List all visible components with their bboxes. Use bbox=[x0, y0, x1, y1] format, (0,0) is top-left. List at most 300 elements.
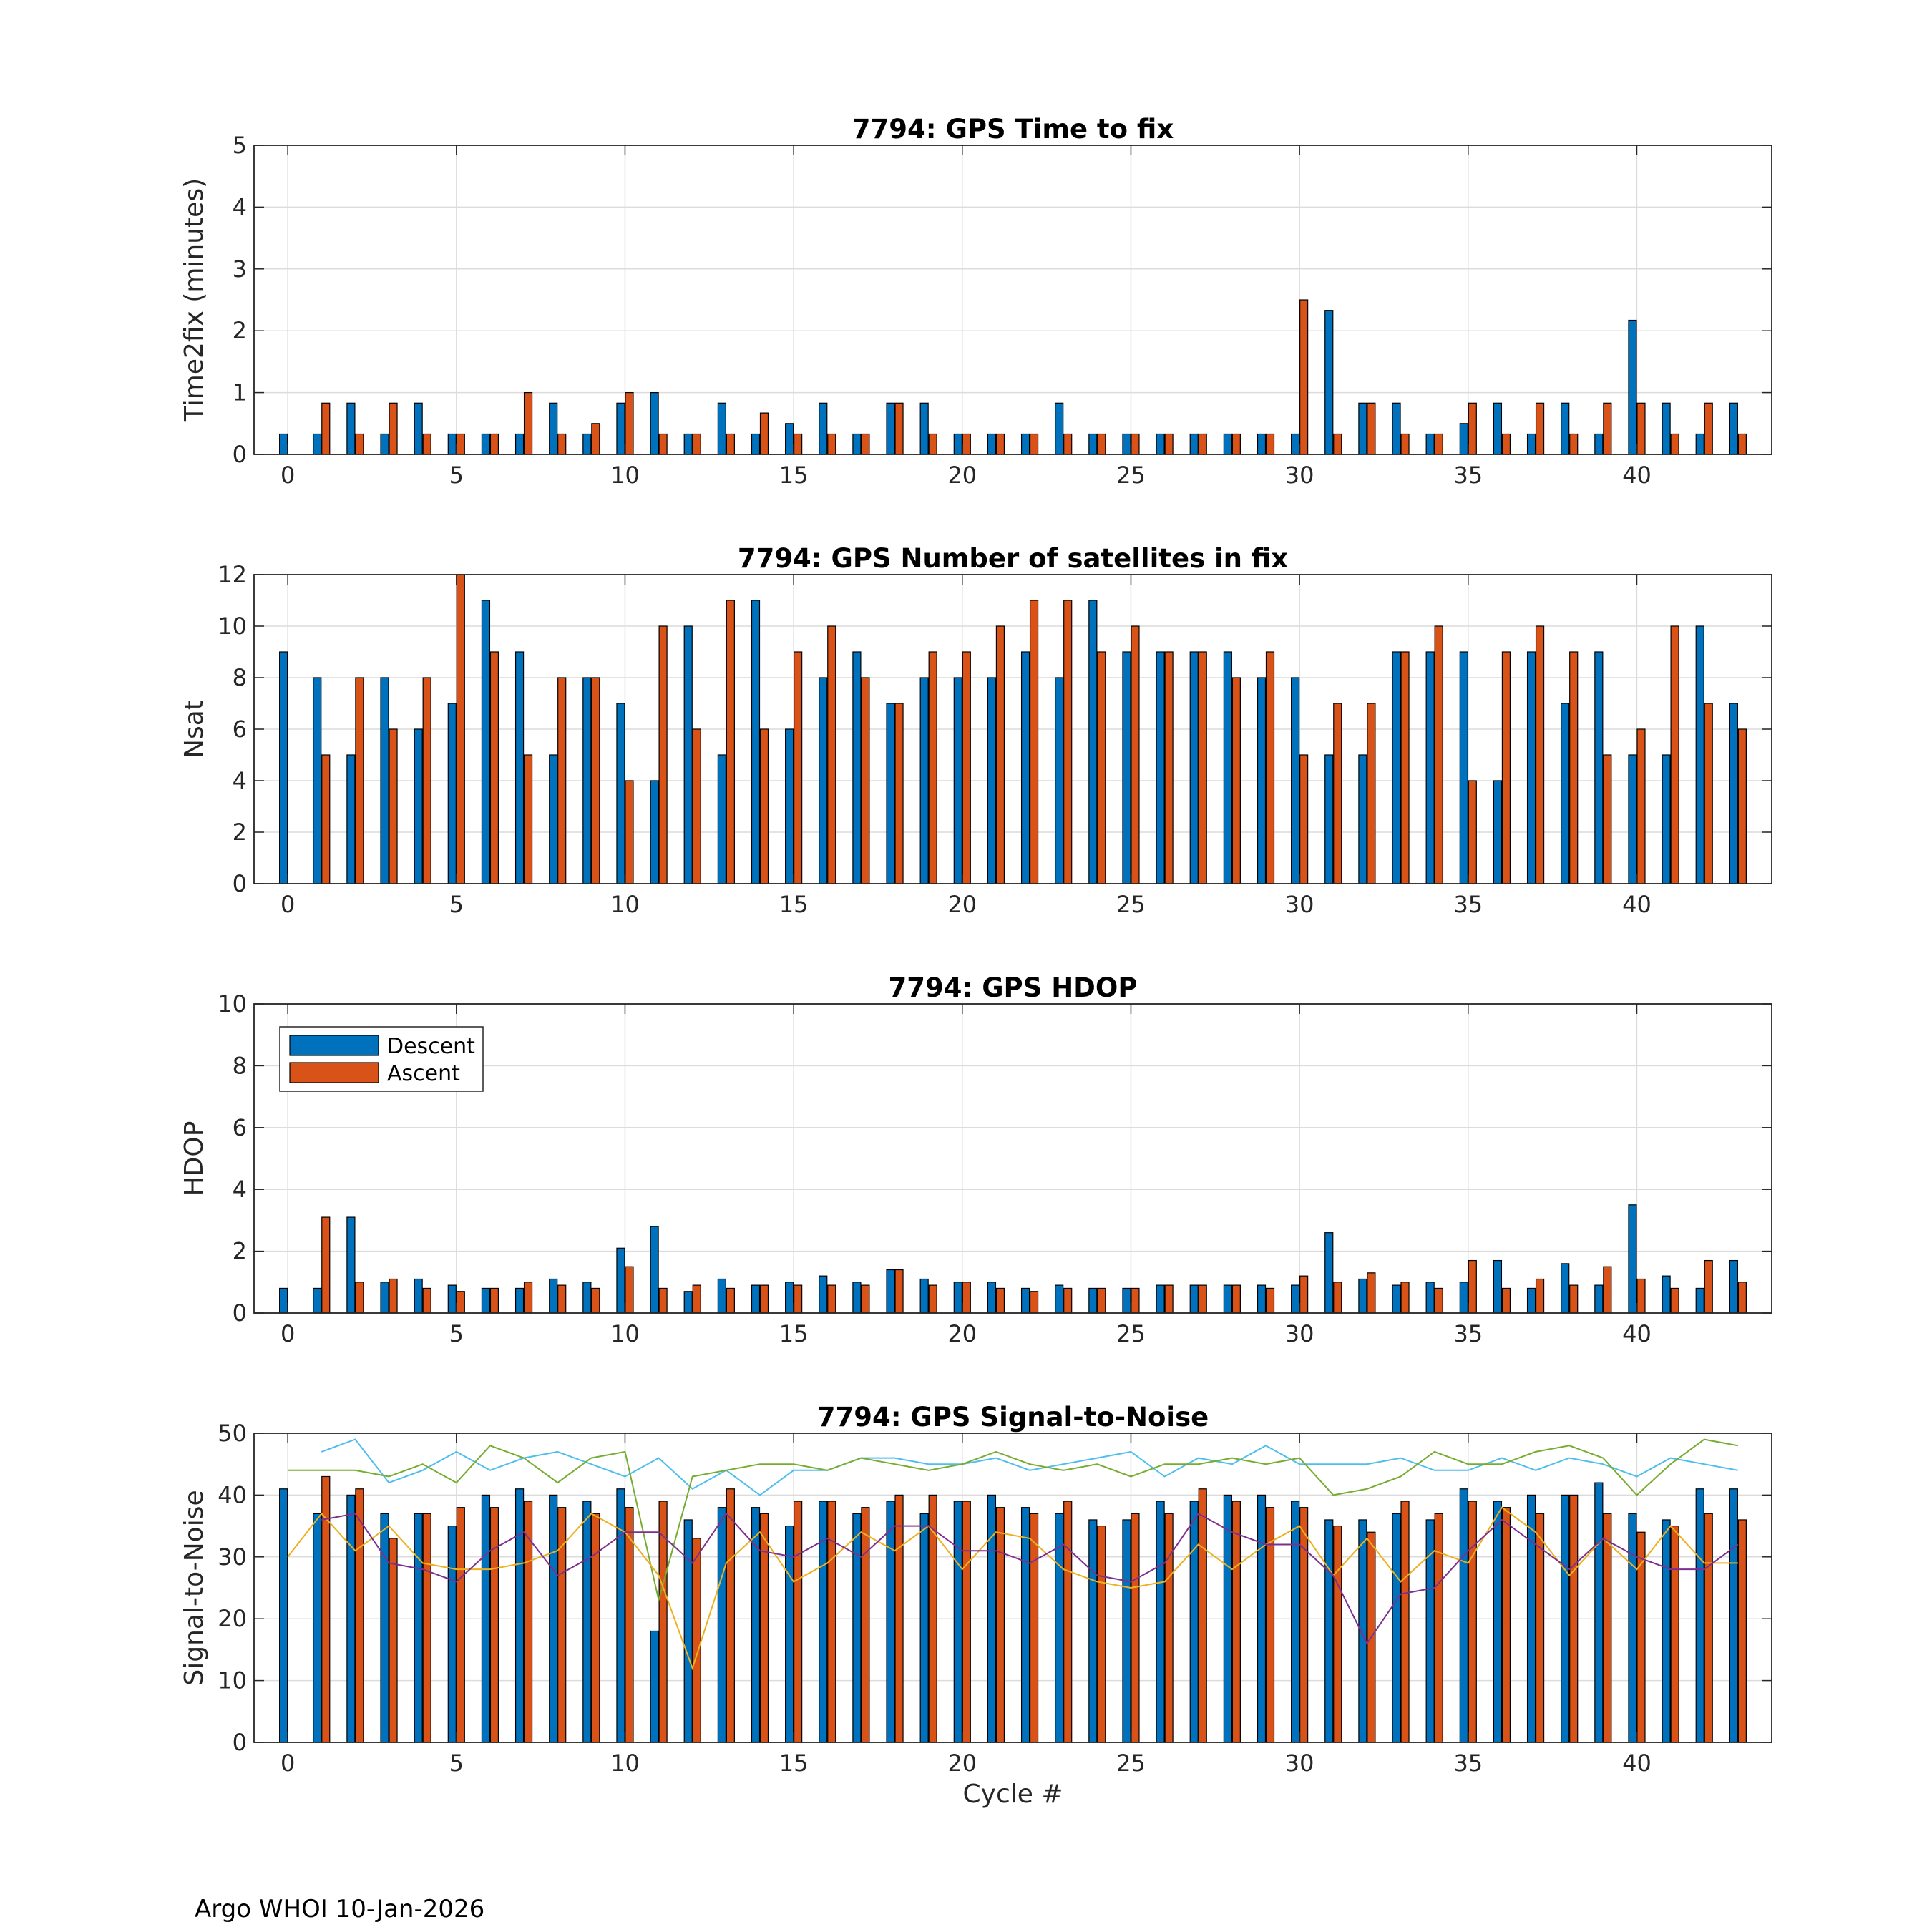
bar-ascent bbox=[1267, 652, 1274, 884]
bar-descent bbox=[1190, 1285, 1198, 1313]
y-axis-label: Nsat bbox=[180, 700, 209, 758]
bar-ascent bbox=[659, 434, 667, 454]
bar-ascent bbox=[1502, 1288, 1510, 1313]
bar-ascent bbox=[996, 1508, 1004, 1742]
x-tick-label: 35 bbox=[1453, 891, 1483, 918]
bar-descent bbox=[1089, 600, 1097, 884]
bar-descent bbox=[516, 1489, 524, 1742]
x-tick-label: 0 bbox=[280, 462, 296, 489]
bar-ascent bbox=[356, 1282, 364, 1313]
bar-descent bbox=[1258, 434, 1266, 454]
bar-ascent bbox=[1098, 652, 1106, 884]
bar-descent bbox=[987, 1495, 995, 1742]
bar-descent bbox=[1224, 434, 1231, 454]
x-tick-label: 35 bbox=[1453, 1750, 1483, 1777]
bar-descent bbox=[617, 403, 625, 454]
bar-descent bbox=[1292, 1501, 1299, 1742]
x-tick-label: 30 bbox=[1284, 891, 1314, 918]
bar-ascent bbox=[895, 703, 903, 884]
bar-ascent bbox=[1738, 729, 1746, 884]
x-tick-label: 35 bbox=[1453, 462, 1483, 489]
bar-ascent bbox=[726, 600, 734, 884]
y-tick-label: 2 bbox=[232, 1237, 247, 1265]
bar-ascent bbox=[490, 434, 498, 454]
bar-descent bbox=[1528, 652, 1536, 884]
bar-descent bbox=[583, 1282, 591, 1313]
bar-descent bbox=[1493, 1501, 1501, 1742]
bar-descent bbox=[414, 403, 422, 454]
y-axis-label: Time2fix (minutes) bbox=[180, 177, 209, 422]
bar-descent bbox=[650, 781, 658, 884]
bar-descent bbox=[1055, 1285, 1063, 1313]
bar-ascent bbox=[1267, 434, 1274, 454]
x-tick-label: 10 bbox=[610, 1750, 640, 1777]
bar-ascent bbox=[389, 403, 397, 454]
bar-ascent bbox=[794, 1285, 802, 1313]
x-tick-label: 20 bbox=[947, 462, 977, 489]
bar-descent bbox=[1696, 626, 1704, 884]
bar-descent bbox=[887, 703, 894, 884]
bar-descent bbox=[1392, 652, 1400, 884]
y-tick-label: 10 bbox=[218, 613, 247, 640]
bar-descent bbox=[482, 600, 489, 884]
bar-ascent bbox=[1637, 1279, 1645, 1313]
bar-descent bbox=[1629, 1205, 1636, 1313]
bar-descent bbox=[414, 1279, 422, 1313]
bar-ascent bbox=[996, 626, 1004, 884]
bar-descent bbox=[550, 1279, 557, 1313]
bar-descent bbox=[381, 678, 389, 884]
bar-descent bbox=[550, 755, 557, 884]
bar-descent bbox=[987, 434, 995, 454]
bar-descent bbox=[313, 1288, 321, 1313]
x-tick-label: 20 bbox=[947, 891, 977, 918]
bar-ascent bbox=[558, 678, 566, 884]
bar-descent bbox=[1359, 755, 1367, 884]
bar-ascent bbox=[356, 1489, 364, 1742]
bar-ascent bbox=[423, 1288, 431, 1313]
bar-descent bbox=[347, 1217, 355, 1313]
bar-ascent bbox=[1435, 1513, 1443, 1742]
bar-descent bbox=[347, 755, 355, 884]
bar-ascent bbox=[1468, 1261, 1476, 1313]
bar-ascent bbox=[457, 434, 464, 454]
bar-descent bbox=[1325, 311, 1333, 454]
bar-descent bbox=[313, 678, 321, 884]
bar-ascent bbox=[1468, 1501, 1476, 1742]
bar-ascent bbox=[1367, 1273, 1375, 1313]
y-tick-label: 5 bbox=[232, 132, 247, 159]
bar-descent bbox=[1595, 434, 1603, 454]
x-tick-label: 25 bbox=[1116, 1750, 1146, 1777]
bar-ascent bbox=[862, 1285, 869, 1313]
bar-ascent bbox=[423, 678, 431, 884]
bar-descent bbox=[1561, 1495, 1569, 1742]
bar-descent bbox=[1595, 1285, 1603, 1313]
bar-descent bbox=[1392, 1285, 1400, 1313]
bar-ascent bbox=[1199, 652, 1206, 884]
bar-ascent bbox=[1604, 755, 1611, 884]
x-tick-label: 25 bbox=[1116, 891, 1146, 918]
bar-descent bbox=[920, 678, 928, 884]
bar-descent bbox=[752, 600, 760, 884]
bar-descent bbox=[1392, 403, 1400, 454]
bar-descent bbox=[280, 434, 288, 454]
bar-ascent bbox=[828, 1285, 836, 1313]
legend-swatch-ascent bbox=[290, 1063, 379, 1083]
bar-descent bbox=[1325, 1233, 1333, 1313]
bar-ascent bbox=[1064, 600, 1072, 884]
bar-ascent bbox=[693, 434, 701, 454]
bar-descent bbox=[1156, 1285, 1164, 1313]
bar-descent bbox=[1729, 703, 1737, 884]
x-tick-label: 10 bbox=[610, 1320, 640, 1347]
bar-ascent bbox=[1098, 434, 1106, 454]
bar-descent bbox=[1258, 678, 1266, 884]
bar-descent bbox=[1123, 1520, 1131, 1742]
bar-ascent bbox=[1570, 1495, 1578, 1742]
bar-descent bbox=[1629, 321, 1636, 454]
bar-ascent bbox=[1165, 652, 1173, 884]
bar-descent bbox=[1696, 1288, 1704, 1313]
bar-ascent bbox=[1131, 1513, 1139, 1742]
bar-ascent bbox=[625, 781, 633, 884]
bar-ascent bbox=[1199, 434, 1206, 454]
bar-ascent bbox=[1536, 403, 1544, 454]
bar-descent bbox=[1460, 424, 1468, 454]
bar-descent bbox=[1022, 652, 1030, 884]
bar-ascent bbox=[1738, 434, 1746, 454]
bar-ascent bbox=[1435, 434, 1443, 454]
bar-ascent bbox=[1334, 434, 1342, 454]
y-tick-label: 0 bbox=[232, 441, 247, 468]
bar-ascent bbox=[996, 434, 1004, 454]
bar-descent bbox=[718, 1508, 726, 1742]
bar-ascent bbox=[862, 678, 869, 884]
y-tick-label: 0 bbox=[232, 1729, 247, 1756]
bar-descent bbox=[1055, 403, 1063, 454]
bar-ascent bbox=[558, 1285, 566, 1313]
chart-title: 7794: GPS Time to fix bbox=[852, 114, 1174, 145]
bar-ascent bbox=[1030, 434, 1038, 454]
panel-number-of-satellites bbox=[180, 543, 1772, 918]
bar-ascent bbox=[1334, 1526, 1342, 1742]
y-tick-label: 4 bbox=[232, 193, 247, 221]
bar-ascent bbox=[726, 1288, 734, 1313]
bar-descent bbox=[954, 434, 962, 454]
bar-descent bbox=[1561, 403, 1569, 454]
bar-descent bbox=[313, 1513, 321, 1742]
x-tick-label: 5 bbox=[449, 462, 464, 489]
x-axis-label: Cycle # bbox=[962, 1780, 1063, 1809]
y-tick-label: 4 bbox=[232, 767, 247, 794]
bar-ascent bbox=[659, 1501, 667, 1742]
y-tick-label: 30 bbox=[218, 1543, 247, 1571]
bar-ascent bbox=[726, 434, 734, 454]
bar-ascent bbox=[1401, 1282, 1409, 1313]
bar-ascent bbox=[1435, 626, 1443, 884]
bar-descent bbox=[1460, 1282, 1468, 1313]
bar-ascent bbox=[1738, 1520, 1746, 1742]
bar-descent bbox=[1224, 1495, 1231, 1742]
bar-descent bbox=[347, 1495, 355, 1742]
bar-ascent bbox=[525, 755, 532, 884]
bar-descent bbox=[1258, 1495, 1266, 1742]
bar-descent bbox=[1493, 403, 1501, 454]
bar-descent bbox=[1190, 652, 1198, 884]
bar-ascent bbox=[1367, 403, 1375, 454]
bar-ascent bbox=[1401, 1501, 1409, 1742]
y-tick-label: 10 bbox=[218, 990, 247, 1018]
bar-descent bbox=[516, 434, 524, 454]
x-tick-label: 40 bbox=[1622, 891, 1652, 918]
bar-descent bbox=[954, 1501, 962, 1742]
x-tick-label: 0 bbox=[280, 1320, 296, 1347]
bar-descent bbox=[786, 1282, 794, 1313]
bar-ascent bbox=[1704, 703, 1712, 884]
x-tick-label: 15 bbox=[779, 1750, 809, 1777]
bar-ascent bbox=[1604, 1513, 1611, 1742]
x-tick-label: 40 bbox=[1622, 1320, 1652, 1347]
legend-swatch-descent bbox=[290, 1035, 379, 1055]
legend bbox=[280, 1027, 483, 1091]
bar-ascent bbox=[1232, 1285, 1240, 1313]
bar-descent bbox=[1493, 1261, 1501, 1313]
bar-descent bbox=[381, 1282, 389, 1313]
x-tick-label: 5 bbox=[449, 1320, 464, 1347]
bar-ascent bbox=[929, 652, 937, 884]
bar-ascent bbox=[761, 413, 769, 454]
bar-ascent bbox=[592, 1513, 600, 1742]
bar-ascent bbox=[1738, 1282, 1746, 1313]
bar-ascent bbox=[895, 1270, 903, 1313]
bar-ascent bbox=[761, 729, 769, 884]
bar-ascent bbox=[592, 1288, 600, 1313]
bar-descent bbox=[617, 1248, 625, 1313]
bar-descent bbox=[1190, 434, 1198, 454]
panel-hdop bbox=[180, 972, 1772, 1347]
bar-descent bbox=[920, 1279, 928, 1313]
bar-ascent bbox=[828, 626, 836, 884]
bar-ascent bbox=[1300, 755, 1308, 884]
bar-descent bbox=[1696, 434, 1704, 454]
bar-ascent bbox=[423, 434, 431, 454]
bar-descent bbox=[1022, 434, 1030, 454]
bar-descent bbox=[1561, 1264, 1569, 1313]
bar-ascent bbox=[1468, 403, 1476, 454]
y-tick-label: 0 bbox=[232, 870, 247, 897]
bar-descent bbox=[280, 1288, 288, 1313]
bar-ascent bbox=[1704, 1513, 1712, 1742]
bar-ascent bbox=[1435, 1288, 1443, 1313]
bar-ascent bbox=[525, 1282, 532, 1313]
bar-descent bbox=[448, 703, 456, 884]
chart-title: 7794: GPS Number of satellites in fix bbox=[737, 543, 1289, 574]
x-tick-label: 20 bbox=[947, 1320, 977, 1347]
bar-descent bbox=[1493, 781, 1501, 884]
bar-descent bbox=[1729, 1261, 1737, 1313]
bar-descent bbox=[1528, 1288, 1536, 1313]
bar-ascent bbox=[828, 434, 836, 454]
y-tick-label: 10 bbox=[218, 1667, 247, 1694]
bar-descent bbox=[1224, 652, 1231, 884]
bar-descent bbox=[583, 434, 591, 454]
bar-ascent bbox=[457, 1292, 464, 1313]
bar-ascent bbox=[962, 652, 970, 884]
bar-ascent bbox=[693, 729, 701, 884]
x-tick-label: 15 bbox=[779, 462, 809, 489]
bar-descent bbox=[786, 1526, 794, 1742]
bar-descent bbox=[313, 434, 321, 454]
bar-ascent bbox=[592, 678, 600, 884]
bar-descent bbox=[1426, 1520, 1434, 1742]
bar-ascent bbox=[322, 1217, 330, 1313]
bar-descent bbox=[1392, 1513, 1400, 1742]
bar-descent bbox=[752, 434, 760, 454]
bar-ascent bbox=[794, 652, 802, 884]
y-tick-label: 40 bbox=[218, 1481, 247, 1509]
bar-ascent bbox=[761, 1285, 769, 1313]
x-tick-label: 25 bbox=[1116, 462, 1146, 489]
footer-credit: Argo WHOI 10-Jan-2026 bbox=[195, 1895, 485, 1923]
x-tick-label: 40 bbox=[1622, 462, 1652, 489]
bar-ascent bbox=[322, 403, 330, 454]
x-tick-label: 30 bbox=[1284, 1750, 1314, 1777]
bar-descent bbox=[1662, 755, 1670, 884]
bar-descent bbox=[718, 755, 726, 884]
bar-ascent bbox=[625, 1508, 633, 1742]
bar-descent bbox=[280, 1489, 288, 1742]
bar-ascent bbox=[1165, 1285, 1173, 1313]
bar-ascent bbox=[895, 403, 903, 454]
bar-ascent bbox=[525, 393, 532, 454]
bar-descent bbox=[550, 1495, 557, 1742]
bar-descent bbox=[414, 729, 422, 884]
bar-descent bbox=[1123, 1288, 1131, 1313]
bar-ascent bbox=[1064, 1501, 1072, 1742]
bar-descent bbox=[887, 1501, 894, 1742]
bar-descent bbox=[684, 434, 692, 454]
y-tick-label: 1 bbox=[232, 379, 247, 406]
bar-descent bbox=[1055, 678, 1063, 884]
bar-descent bbox=[853, 652, 861, 884]
y-tick-label: 3 bbox=[232, 255, 247, 283]
bar-ascent bbox=[1570, 434, 1578, 454]
bar-descent bbox=[1561, 703, 1569, 884]
bar-ascent bbox=[1401, 434, 1409, 454]
bar-ascent bbox=[389, 1538, 397, 1742]
y-axis-label: HDOP bbox=[180, 1121, 209, 1196]
bar-ascent bbox=[592, 424, 600, 454]
bar-descent bbox=[1662, 1520, 1670, 1742]
bar-descent bbox=[684, 626, 692, 884]
bar-descent bbox=[1729, 1489, 1737, 1742]
bar-descent bbox=[819, 1276, 827, 1313]
bar-descent bbox=[1696, 1489, 1704, 1742]
bar-ascent bbox=[962, 1282, 970, 1313]
bar-descent bbox=[1629, 1513, 1636, 1742]
bar-ascent bbox=[322, 755, 330, 884]
bar-descent bbox=[954, 678, 962, 884]
bar-descent bbox=[853, 1513, 861, 1742]
bar-ascent bbox=[828, 1501, 836, 1742]
bar-descent bbox=[650, 393, 658, 454]
bar-ascent bbox=[962, 1501, 970, 1742]
x-tick-label: 0 bbox=[280, 891, 296, 918]
bar-ascent bbox=[1401, 652, 1409, 884]
bar-ascent bbox=[1536, 626, 1544, 884]
bar-descent bbox=[853, 1282, 861, 1313]
bar-descent bbox=[448, 1285, 456, 1313]
x-tick-label: 5 bbox=[449, 1750, 464, 1777]
bar-descent bbox=[1292, 1285, 1299, 1313]
bar-ascent bbox=[389, 729, 397, 884]
bar-descent bbox=[482, 1288, 489, 1313]
bar-ascent bbox=[1165, 1513, 1173, 1742]
bar-ascent bbox=[761, 1513, 769, 1742]
bar-descent bbox=[1089, 1520, 1097, 1742]
y-tick-label: 4 bbox=[232, 1176, 247, 1204]
bar-descent bbox=[1190, 1501, 1198, 1742]
bar-descent bbox=[516, 1288, 524, 1313]
bar-ascent bbox=[1334, 1282, 1342, 1313]
bar-ascent bbox=[389, 1279, 397, 1313]
bar-descent bbox=[650, 1226, 658, 1313]
x-tick-label: 10 bbox=[610, 462, 640, 489]
bar-descent bbox=[448, 434, 456, 454]
legend-label-descent: Descent bbox=[387, 1034, 475, 1059]
bar-descent bbox=[1156, 652, 1164, 884]
bar-ascent bbox=[1232, 678, 1240, 884]
panel-signal-to-noise bbox=[180, 1402, 1772, 1809]
bar-ascent bbox=[862, 1508, 869, 1742]
y-tick-label: 8 bbox=[232, 1052, 247, 1080]
y-tick-label: 2 bbox=[232, 819, 247, 846]
bar-ascent bbox=[1232, 434, 1240, 454]
y-tick-label: 6 bbox=[232, 1113, 247, 1141]
bar-descent bbox=[1156, 1501, 1164, 1742]
bar-ascent bbox=[1671, 1526, 1679, 1742]
bar-ascent bbox=[423, 1513, 431, 1742]
bar-descent bbox=[1123, 652, 1131, 884]
bar-ascent bbox=[1098, 1288, 1106, 1313]
bar-ascent bbox=[862, 434, 869, 454]
bar-descent bbox=[718, 1279, 726, 1313]
bar-descent bbox=[1460, 652, 1468, 884]
bar-ascent bbox=[1671, 1288, 1679, 1313]
bar-ascent bbox=[625, 393, 633, 454]
bar-descent bbox=[684, 1520, 692, 1742]
x-tick-label: 5 bbox=[449, 891, 464, 918]
bar-descent bbox=[1258, 1285, 1266, 1313]
bar-descent bbox=[650, 1631, 658, 1742]
bar-descent bbox=[1426, 434, 1434, 454]
bar-ascent bbox=[1030, 1513, 1038, 1742]
bar-ascent bbox=[1637, 403, 1645, 454]
bar-ascent bbox=[693, 1538, 701, 1742]
bar-descent bbox=[448, 1526, 456, 1742]
bar-descent bbox=[1729, 403, 1737, 454]
bar-ascent bbox=[1300, 1508, 1308, 1742]
bar-ascent bbox=[1131, 434, 1139, 454]
bar-ascent bbox=[457, 575, 464, 884]
panel-time-to-fix bbox=[180, 114, 1772, 489]
legend-label-ascent: Ascent bbox=[387, 1061, 460, 1086]
bar-ascent bbox=[929, 1285, 937, 1313]
bar-ascent bbox=[490, 652, 498, 884]
bar-ascent bbox=[1704, 1261, 1712, 1313]
bar-descent bbox=[617, 703, 625, 884]
